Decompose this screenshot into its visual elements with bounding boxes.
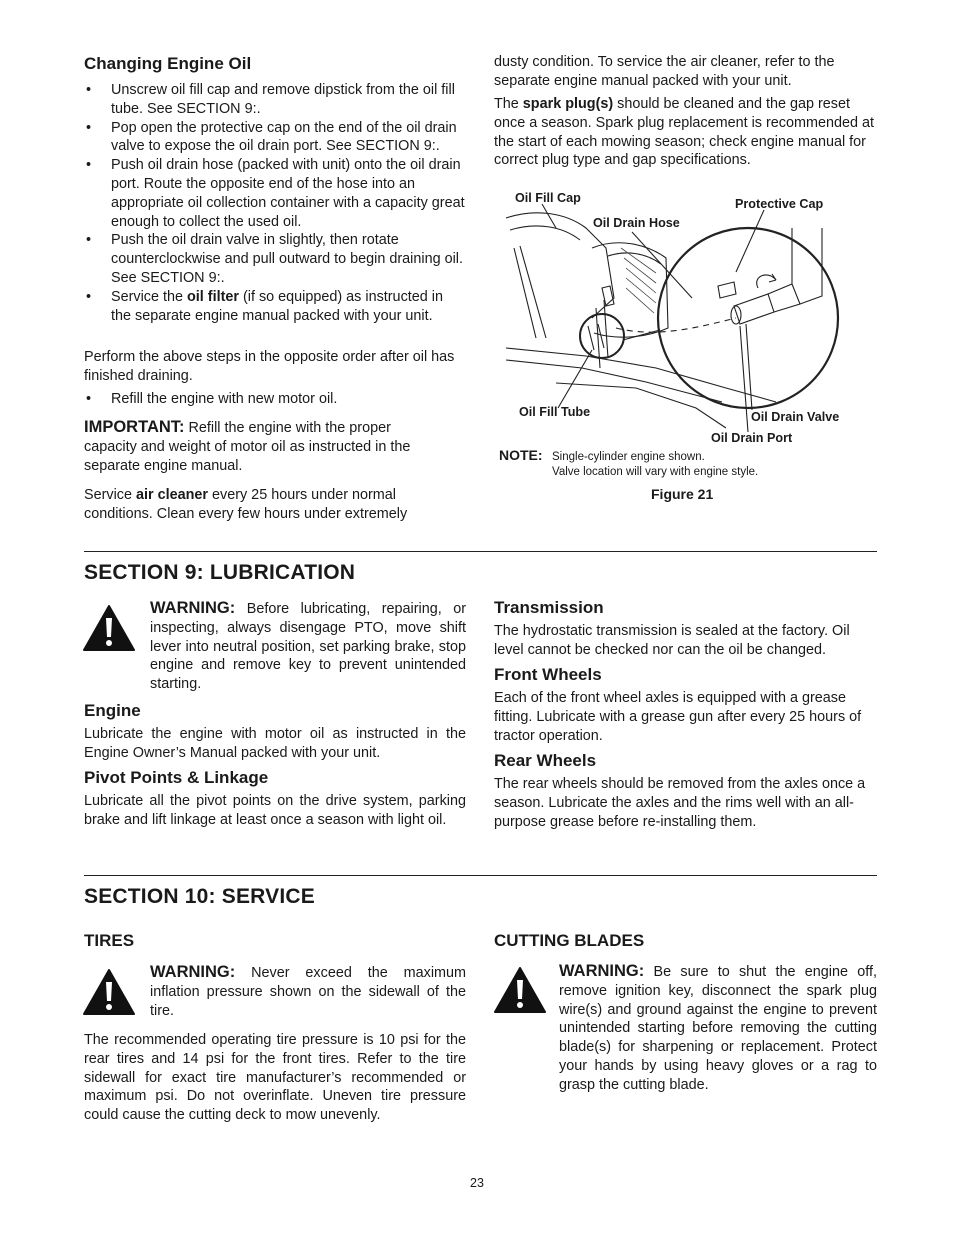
oil-drain-hose-label: Oil Drain Hose: [593, 216, 680, 230]
rear-wheels-heading: Rear Wheels: [494, 751, 597, 770]
oil-change-steps: [84, 81, 466, 325]
tires-text: The recommended operating tire pressure is 10 psi for the rear tires and 14 psi for the front tires. Refer to the tire sidewall for exact tire manufacturer’s recommended or maximum psi. Do not overinflate. Uneven tire pressure could cause the cutting deck to mow unevenly.: [84, 1032, 466, 1124]
dusty-condition-text: dusty condition. To service the air cleaner, refer to the separate engine manual packed with your unit.: [494, 54, 835, 89]
rear-wheels-text: The rear wheels should be removed from the axles once a season. Lubricate the axles and the rims well with an all-purpose grease before re-installing them.: [494, 776, 866, 830]
figure-caption: Figure 21: [651, 486, 714, 502]
list-item: • Service the oil filter (if so equipped) as instructed in the separate engine manual packed with your unit.: [84, 288, 466, 326]
pivot-text: Lubricate all the pivot points on the drive system, parking brake and lift linkage at least once a season with light oil.: [84, 793, 466, 828]
list-item: • Pop open the protective cap on the end of the oil drain valve to expose the oil drain port. See SECTION 9:.: [84, 119, 466, 157]
pivot-heading: Pivot Points & Linkage: [84, 768, 269, 787]
cutting-blades-warning: WARNING: Be sure to shut the engine off, remove ignition key, disconnect the spark plug wire(s) and ground against the engine to prevent unintended starting before removing the cutting blade(s) for sharpening or replacement. Protect your hands by using heavy gloves or a rag to grasp the cutting blade.: [559, 962, 877, 1093]
oil-fill-tube-label: Oil Fill Tube: [519, 405, 591, 419]
warning-icon: [82, 968, 136, 1016]
spark-plug-text: The spark plug(s) should be cleaned and the gap reset once a season. Spark plug replacement is recommended at the start of each mowing season; check engine manual for correct plug type and gap specifications.: [494, 96, 874, 169]
section-9-title: SECTION 9: LUBRICATION: [84, 561, 356, 584]
perform-steps-text: Perform the above steps in the opposite order after oil has finished draining.: [84, 349, 455, 384]
important-note: IMPORTANT: Refill the engine with the proper capacity and weight of motor oil as instructed in the separate engine manual.: [84, 418, 411, 474]
list-item: • Push the oil drain valve in slightly, then rotate counterclockwise and pull outward to begin draining oil. See SECTION 9:.: [84, 231, 466, 287]
list-item: • Unscrew oil fill cap and remove dipstick from the oil fill tube. See SECTION 9:.: [84, 81, 466, 119]
cutting-blades-heading: CUTTING BLADES: [494, 931, 645, 950]
transmission-text: The hydrostatic transmission is sealed at the factory. Oil level cannot be checked nor can the oil be changed.: [494, 623, 850, 658]
warning-icon: [493, 966, 547, 1014]
list-item: • Refill the engine with new motor oil.: [84, 390, 466, 409]
oil-drain-valve-label: Oil Drain Valve: [751, 410, 840, 424]
changing-engine-oil-heading: Changing Engine Oil: [84, 54, 252, 73]
section-divider: [84, 551, 877, 552]
refill-step: [84, 390, 466, 409]
figure-note: NOTE:: [499, 447, 543, 463]
protective-cap-label: Protective Cap: [735, 197, 824, 211]
engine-text: Lubricate the engine with motor oil as instructed in the Engine Owner’s Manual packed with your unit.: [84, 726, 466, 761]
section-10-title: SECTION 10: SERVICE: [84, 885, 315, 908]
page-number: 23: [470, 1176, 484, 1190]
front-wheels-heading: Front Wheels: [494, 665, 602, 684]
front-wheels-text: Each of the front wheel axles is equipped with a grease fitting. Lubricate with a grease gun after every 25 hours of tractor operation.: [494, 690, 862, 744]
air-cleaner-text: Service air cleaner every 25 hours under normal conditions. Clean every few hours under extremely: [84, 487, 408, 522]
tires-warning: WARNING: Never exceed the maximum inflation pressure shown on the sidewall of the tire.: [150, 963, 466, 1019]
oil-drain-port-label: Oil Drain Port: [711, 431, 793, 445]
transmission-heading: Transmission: [494, 598, 604, 617]
figure-note-text: Single-cylinder engine shown. Valve location will vary with engine style.: [552, 451, 759, 478]
section-divider: [84, 875, 877, 876]
engine-heading: Engine: [84, 701, 141, 720]
list-item: • Push oil drain hose (packed with unit) onto the oil drain port. Route the opposite end of the hose into an appropriate oil collection container with a capacity great enough to collect the used oil.: [84, 156, 466, 231]
oil-fill-cap-label: Oil Fill Cap: [515, 191, 581, 205]
section-9-warning: WARNING: Before lubricating, repairing, or inspecting, always disengage PTO, move shift lever into neutral position, set parking brake, stop engine and remove key to prevent unintended starting.: [150, 599, 466, 693]
tires-heading: TIRES: [84, 931, 135, 950]
warning-icon: [82, 604, 136, 652]
